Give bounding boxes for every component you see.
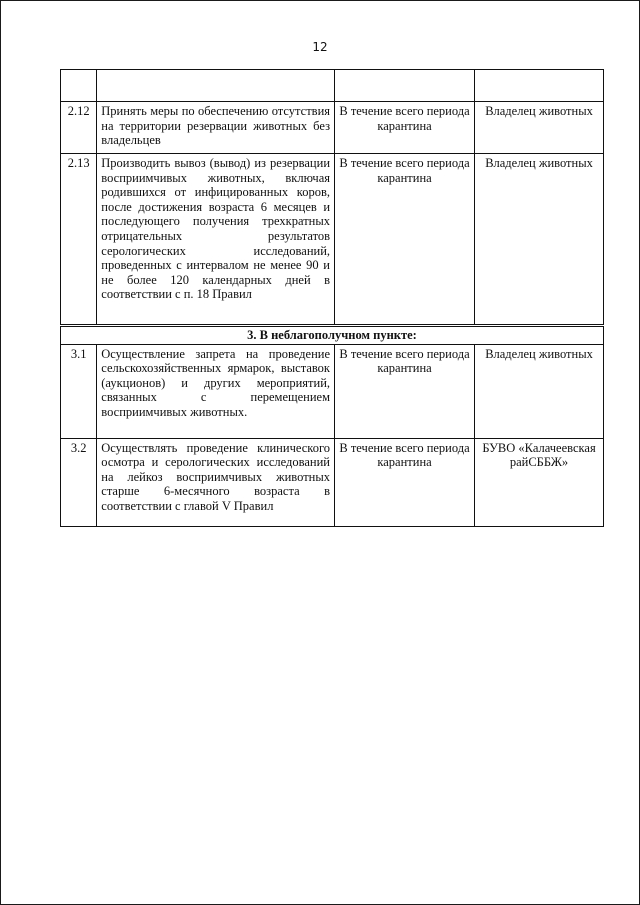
deadline-text: В течение всего периода карантина xyxy=(335,102,475,154)
measure-text: Принять меры по обеспечению отсутствия на территории резервации животных без владельцев xyxy=(97,102,335,154)
measure-text: Осуществлять проведение клинического осмотра и серологических исследований на лейкоз восприимчивых животных старше 6-месячного возраста в соответствии с главой V Правил xyxy=(97,438,335,526)
table-row xyxy=(61,344,604,438)
row-number: 2.12 xyxy=(61,102,97,154)
responsible-text: Владелец животных xyxy=(475,154,604,326)
table-row xyxy=(61,102,604,154)
table-row-empty xyxy=(61,70,604,102)
deadline-text: В течение всего периода карантина xyxy=(335,344,475,438)
measure-text: Осуществление запрета на проведение сельскохозяйственных ярмарок, выставок (аукционов) и других мероприятий, связанных с перемещением восприимчивых животных. xyxy=(97,344,335,438)
page-number: 12 xyxy=(312,40,328,54)
responsible-text: Владелец животных xyxy=(475,102,604,154)
section-title: 3. В неблагополучном пункте: xyxy=(61,326,604,345)
measures-table xyxy=(60,69,604,527)
section-header-row xyxy=(61,326,604,345)
measure-text: Производить вывоз (вывод) из резервации восприимчивых животных, включая родившихся от инфицированных коров, после достижения возраста 6 месяцев и последующего получения трехкратных отрицательных результатов серологических исследований, проведенных с интервалом не менее 90 и не более 120 календарных дней в соответствии с п. 18 Правил xyxy=(97,154,335,326)
row-number: 3.1 xyxy=(61,344,97,438)
table-row xyxy=(61,438,604,526)
row-number: 3.2 xyxy=(61,438,97,526)
deadline-text: В течение всего периода карантина xyxy=(335,154,475,326)
table-row xyxy=(61,154,604,326)
deadline-text: В течение всего периода карантина xyxy=(335,438,475,526)
responsible-text: БУВО «Калачеевская райСББЖ» xyxy=(475,438,604,526)
row-number: 2.13 xyxy=(61,154,97,326)
responsible-text: Владелец животных xyxy=(475,344,604,438)
